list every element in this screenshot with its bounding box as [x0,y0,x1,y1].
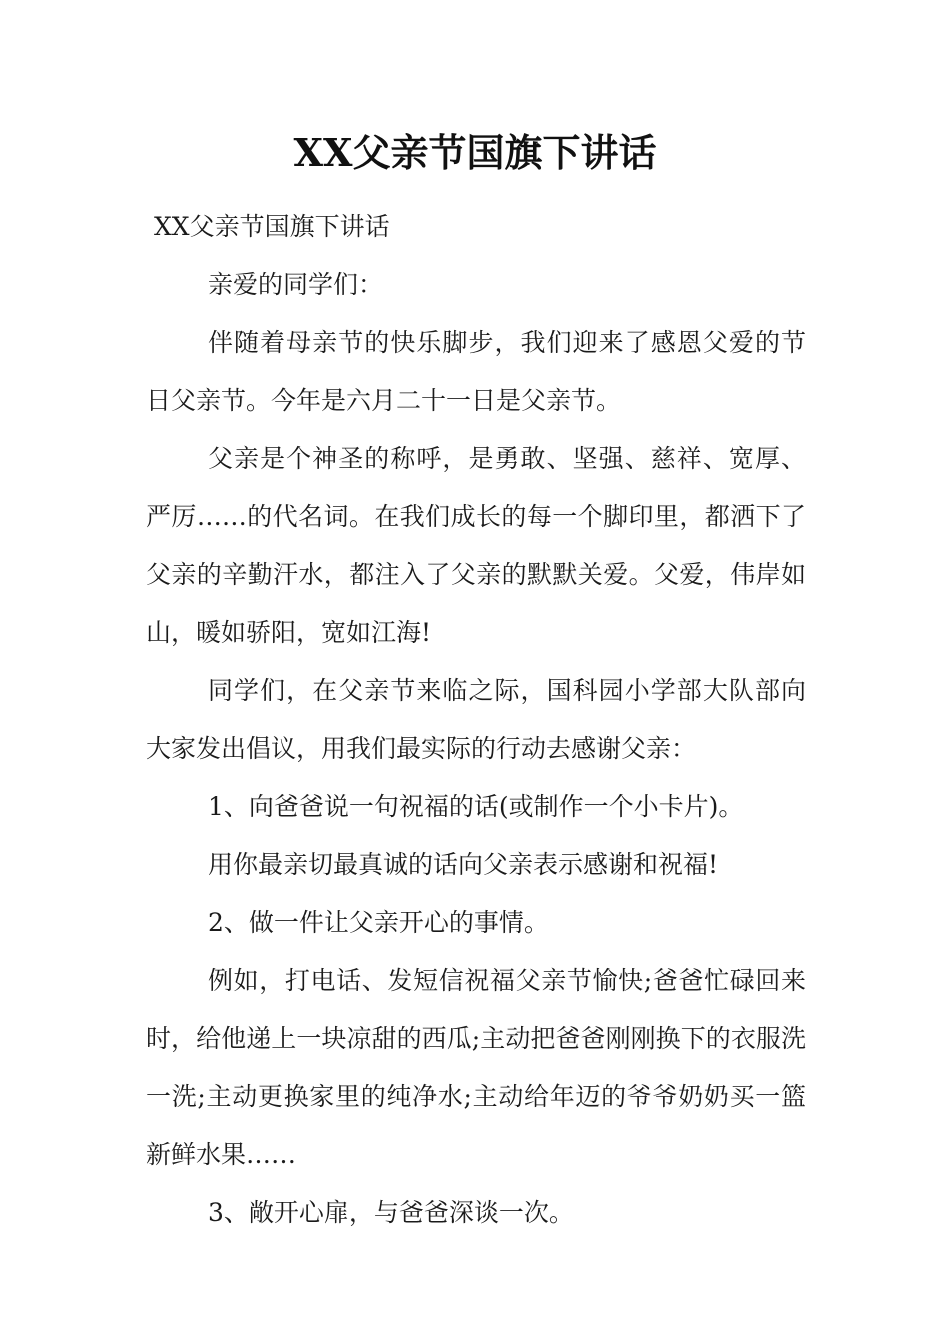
salutation-paragraph: 亲爱的同学们： [208,270,384,299]
body-paragraph: 父亲是个神圣的称呼，是勇敢、坚强、慈祥、宽厚、严厉……的代名词。在我们成长的每一个脚印里，都洒下了父亲的辛勤汗水，都注入了父亲的默默关爱。父爱，伟岸如山，暖如骄阳，宽如江海! [146,444,806,647]
body-paragraph: 同学们，在父亲节来临之际，国科园小学部大队部向大家发出倡议，用我们最实际的行动去感谢父亲： [146,676,806,763]
list-item-paragraph: 3、敞开心扉，与爸爸深谈一次。 [208,1198,574,1227]
document-title: XX父亲节国旗下讲话 [293,130,657,175]
list-item-paragraph: 1、向爸爸说一句祝福的话(或制作一个小卡片)。 [208,792,744,821]
body-paragraph: 例如，打电话、发短信祝福父亲节愉快;爸爸忙碌回来时，给他递上一块凉甜的西瓜;主动把爸爸刚刚换下的衣服洗一洗;主动更换家里的纯净水;主动给年迈的爷爷奶奶买一篮新鲜水果…… [146,966,806,1169]
list-item-paragraph: 2、做一件让父亲开心的事情。 [208,908,549,937]
body-paragraph: 伴随着母亲节的快乐脚步，我们迎来了感恩父爱的节日父亲节。今年是六月二十一日是父亲节。 [146,328,806,415]
body-paragraph: 用你最亲切最真诚的话向父亲表示感谢和祝福! [208,850,719,879]
document-body [146,198,806,1242]
subtitle-paragraph: XX父亲节国旗下讲话 [154,212,390,241]
